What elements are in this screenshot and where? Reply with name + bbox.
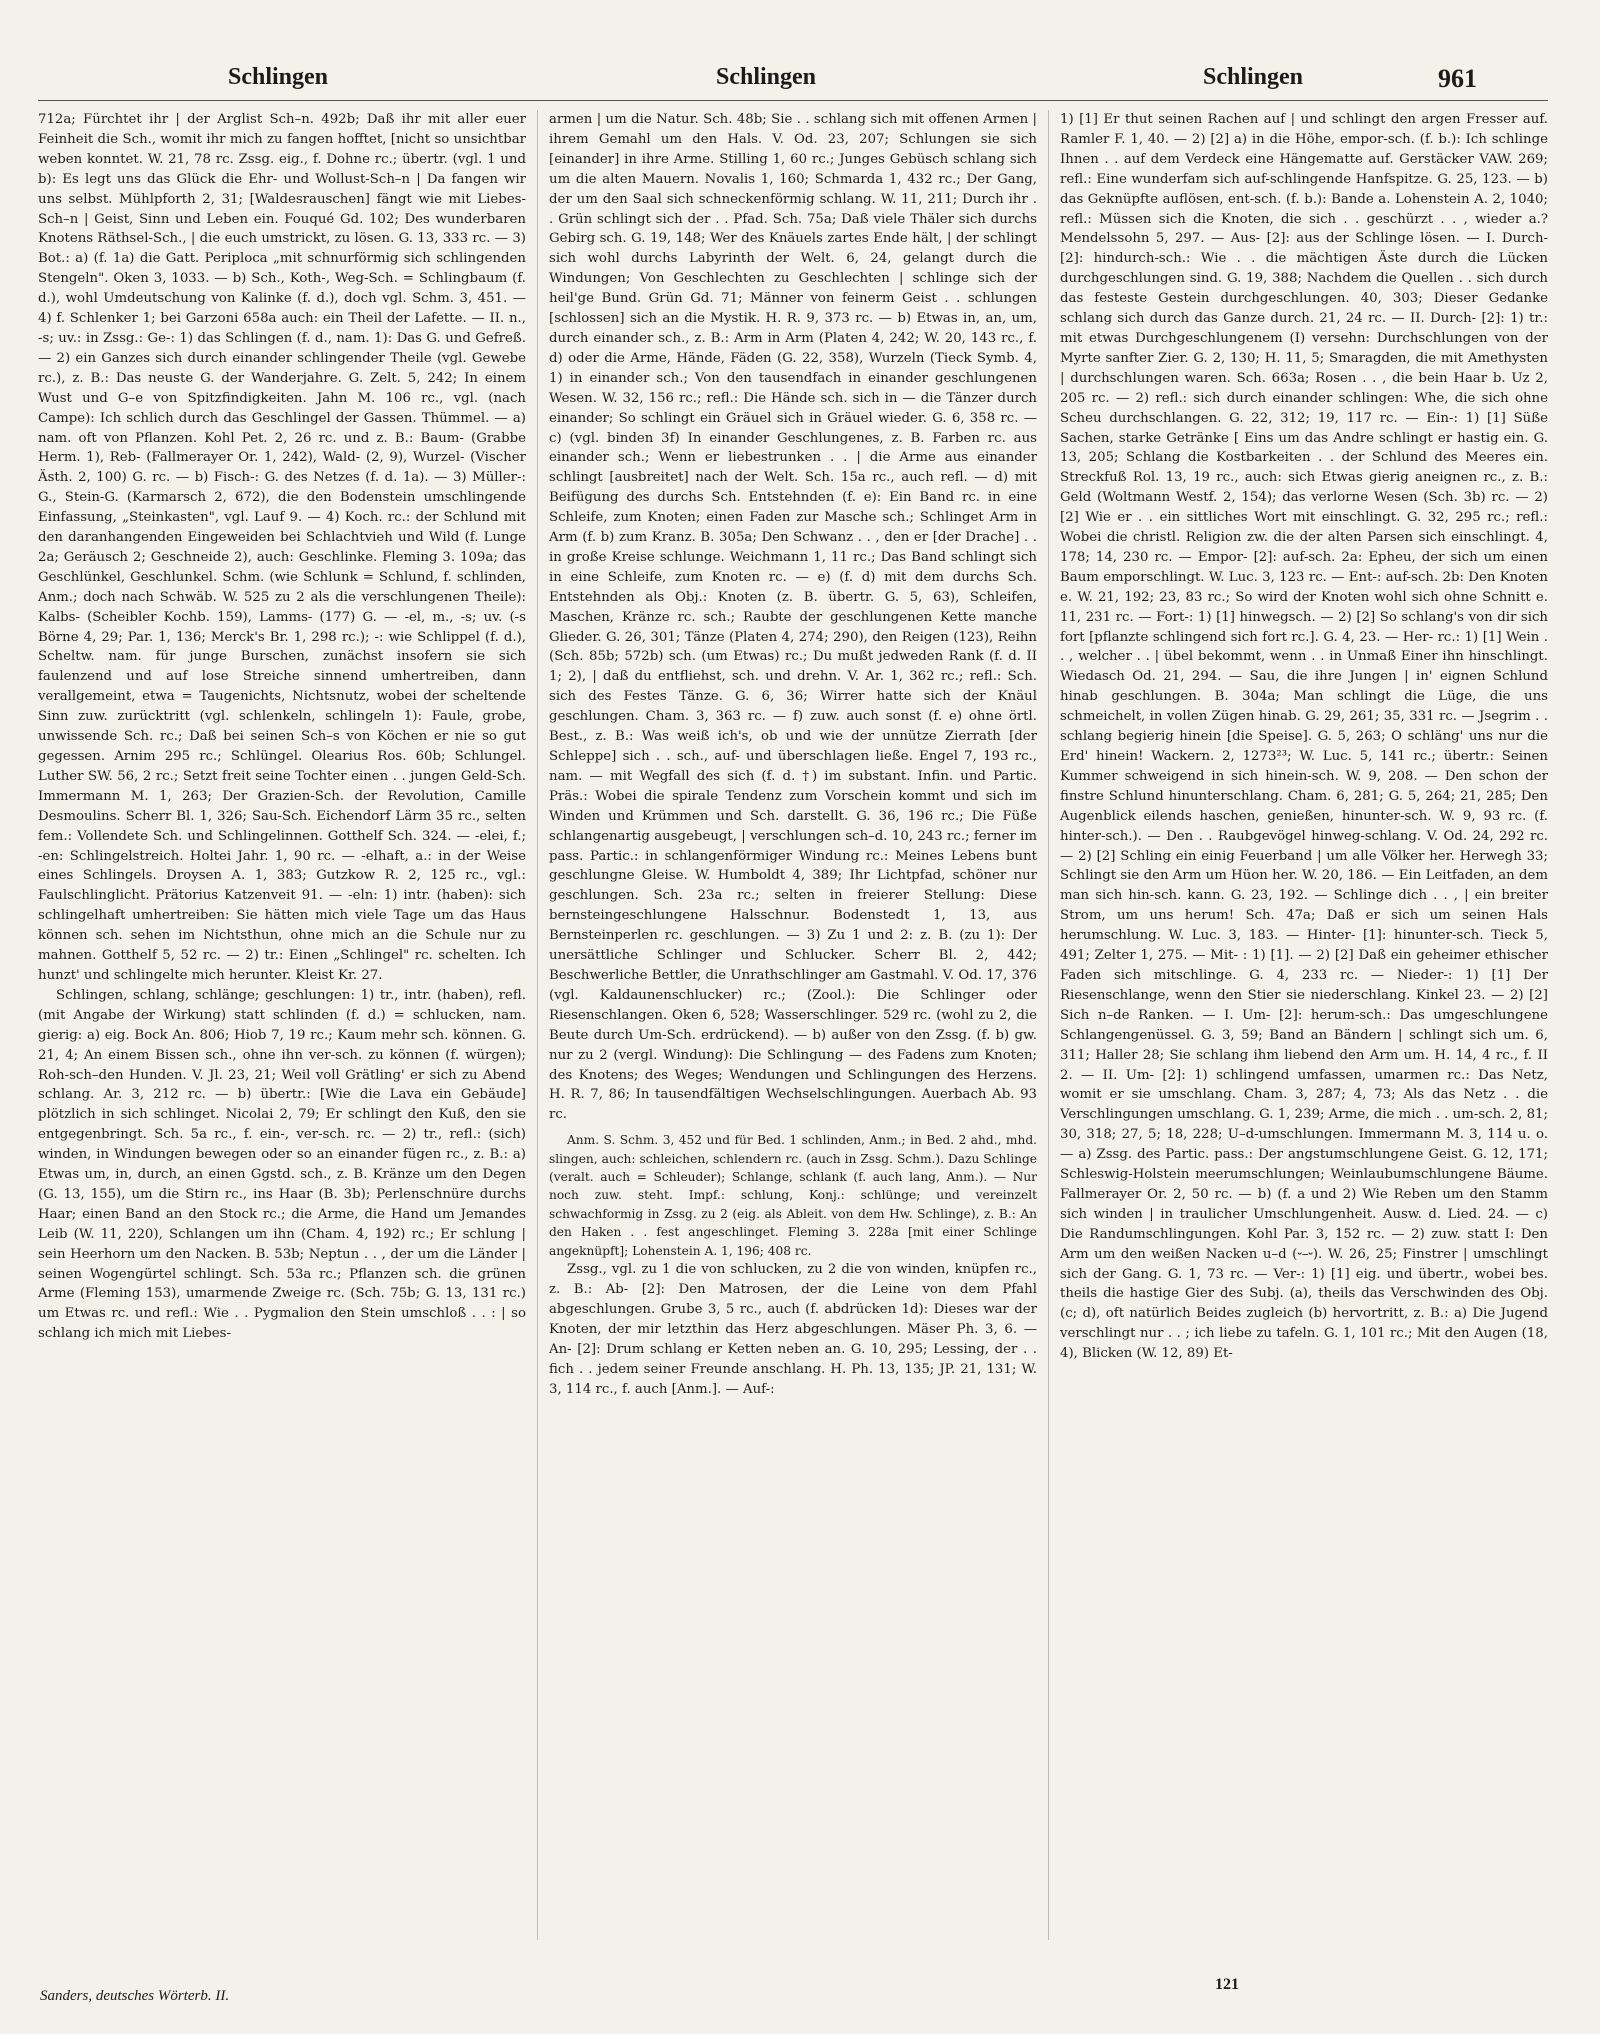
text-columns	[38, 110, 1548, 1950]
page-number: 961	[1438, 64, 1477, 93]
running-head-right: Schlingen	[1203, 64, 1304, 90]
signature-mark: 121	[1215, 1976, 1239, 1993]
entry-text: 1) [1] Er thut seinen Rachen auf | und schlingt den argen Fresser auf. Ramler F. 1, 40. — 2) [2] a) in die Höhe, empor-sch. (f. b.): Ich schlinge Ihnen . . auf dem Verdeck eine Hängematte auf. Gerstäcker VAW. 269; refl.: Eine wunderfam sich auf-schlingende Hanfspitze. G. 25, 123. — b) das Geknüpfte auflösen, ent-sch. (f. b.): Bande a. Lohenstein A. 2, 1040; refl.: Müssen sich die Knoten, die sich . . geschürzt . . , wieder a.? Mendelssohn 5, 297. — Aus- [2]: aus der Schlinge lösen. — I. Durch- [2]: hindurch-sch.: Wie . . die mächtigen Äste durch die Lücken durchgeschlungen sind. G. 19, 388; Nachdem die Quellen . . sich durch das festeste Gestein durchgeschlungen. 40, 303; Dieser Gedanke schlang sich durch das Ganze durch. 21, 24 rc. — II. Durch- [2]: 1) tr.: mit etwas Durchgeschlungenem (I) versehn: Durchschlungen von der Myrte sanfter Zier. G. 2, 130; H. 11, 5; Smaragden, die mit Amethysten | durchschlungen waren. Sch. 663a; Rosen . . , die bein Haar b. Uz 2, 205 rc. — 2) refl.: sich durch einander schlingen: Whe, die sich ohne Scheu durchschlangen. G. 22, 312; 19, 117 rc. — Ein-: 1) [1] Süße Sachen, starke Getränke [ Eins um das Andre schlingt er hastig ein. G. 13, 205; Schlang die Kostbarkeiten . . der Schlund des Meeres ein. Streckfuß Rol. 13, 19 rc., auch: sich Etwas gierig aneignen rc., z. B.: Geld (Woltmann Westf. 2, 154); das verlorne Wesen (Sch. 3b) rc. — 2) [2] Wie er . . ein sittliches Wort mit einschlingt. G. 32, 295 rc.; refl.: Wobei die christl. Religion zw. die der alten Parsen sich einschlingt. 4, 178; 14, 230 rc. — Empor- [2]: auf-sch. 2a: Epheu, der sich um einen Baum emporschlingt. W. Luc. 3, 123 rc. — Ent-: auf-sch. 2b: Den Knoten e. W. 21, 192; 23, 83 rc.; So wird der Knoten wohl sich ohne Schnitt e. 11, 231 rc. — Fort-: 1) [1] hinwegsch. — 2) [2] So schlang's von dir sich fort [pflanzte schlingend sich fort rc.]. G. 4, 23. — Her- rc.: 1) [1] Wein . . , welcher . . | übel bekommt, wenn . . in Unmaß Einer ihn hinschlingt. Wiedasch Od. 21, 294. — Sau, die ihre Jungen | in' eignen Schlund hinab geschlungen. B. 304a; Man schlingt die Lüge, die uns schmeichelt, in vollen Zügen hinab. G. 29, 261; 35, 331 rc. — Jsegrim . . schlang begierig hinein [die Speise]. G. 5, 263; O schläng' uns nur die Erd' hinein! Wackern. 2, 1273²³; W. Luc. 5, 141 rc.; übertr.: Seinen Kummer schweigend in sich hinein-sch. W. 9, 208. — Den schon der finstre Schlund hinunterschlang. Cham. 6, 281; G. 5, 264; 21, 285; Den Augenblick eilends haschen, genießen, hinunter-sch. W. 9, 93 rc. (f. hinter-sch.). — Den . . Raubgevögel hinweg-schlang. V. Od. 24, 292 rc. — 2) [2] Schling ein einig Feuerband | um alle Völker her. Herwegh 33; Schlingt sie den Arm um Hüon her. W. 20, 186. — Ein Leitfaden, an dem man sich hin-sch. kann. G. 23, 192. — Schlinge dich . . , | ein breiter Strom, um uns herum! Sch. 47a; Daß er sich um seinen Hals herumschlung. W. Luc. 3, 183. — Hinter- [1]: hinunter-sch. Tieck 5, 491; Zelter 1, 275. — Mit- : 1) [1]. — 2) [2] Daß ein geheimer ethischer Faden sich mitschlinge. G. 4, 233 rc. — Nieder-: 1) [1] Der Riesenschlange, wenn den Stier sie niederschlang. Kinkel 23. — 2) [2] Sich n–de Ranken. — I. Um- [2]: herum-sch.: Das umgeschlungene Schlangengenüssel. G. 3, 59; Band an Bändern | schlingt sich um. 6, 311; Haller 28; Sie schlang ihm liebend den Arm um. H. 14, 4 rc., f. II 2. — II. Um- [2]: 1) schlingend umfassen, umarmen rc.: Das Netz, womit er sie umschlang. Cham. 3, 287; 4, 73; Als das Netz . . die Verschlingungen umschlang. G. 1, 239; Arme, die mich . . um-sch. 2, 81; 30, 318; 27, 5; 18, 228; U–d-umschlungen. Immermann M. 3, 114 u. o. — a) Zssg. des Partic. pass.: Der angstumschlungene Geist. G. 12, 171; Schleswig-Holstein meerumschlungen; Weinlaubumschlungene Bäume. Fallmerayer Or. 2, 50 rc. — b) (f. a und 2) Wie Reben um den Stamm sich winden | in traulicher Umschlungenheit. Ausw. d. Lied. 24. — c) Die Randumschlingungen. Kohl Par. 3, 152 rc. — 2) zuw. statt I: Den Arm um den weißen Nacken u–d (⏑–⏑). W. 26, 25; Finstrer | umschlingt sich der Gang. G. 1, 73 rc. — Ver-: 1) [1] eig. und übertr., wobei bes. theils die hastige Gier des Subj. (a), theils das Verschwinden des Obj. (c; d), oft natürlich Beides zugleich (b) hervortritt, z. B.: a) Die Jugend verschlingt nur . . ; ich liebe zu tafeln. G. 1, 101 rc.; Mit den Augen (18, 4), Blicken (W. 12, 89) Et-	[1060, 112, 1548, 1362]
entry-schlingen: Schlingen, schlang, schlänge; geschlungen: 1) tr., intr. (haben), refl. (mit Angabe der Wirkung) statt schlinden (f. d.) = schlucken, nam. gierig: a) eig. Bock An. 806; Hiob 7, 19 rc.; Kaum mehr sch. können. G. 21, 4; An einem Bissen sch., ohne ihn ver-sch. zu können (f. würgen); Roh-sch–den Hunden. V. Jl. 23, 21; Weil voll Grätling' er sich zu Abend schlang. Ar. 3, 212 rc. — b) übertr.: [Wie die Lava ein Gebäude] plötzlich in sich schlinget. Nicolai 2, 79; Er schlingt den Kuß, den sie entgegenbringt. Sch. 5a rc., f. ein-, ver-sch. rc. — 2) tr., refl.: (sich) winden, in Windungen bewegen oder so an einander fügen rc., z. B.: a) Etwas um, in, durch, an einen Ggstd. sch., z. B. Kränze um den Degen (G. 13, 155), um die Stirn rc., ins Haar (B. 3b); Perlenschnüre durchs Haar; einen Band an den Stock rc.; die Arme, die Hand um Jemandes Leib (W. 11, 220), Schlangen um ihn (Cham. 4, 192) rc.; Er schlung | sein Heerhorn um den Nacken. B. 53b; Neptun . . , der um die Länder | seinen Wogengürtel schlingt. Sch. 53a rc.; Pflanzen sch. die grünen Arme (Fleming 153), umarmende Zweige rc. (Sch. 75b; G. 13, 131 rc.) um Etwas rc. und refl.: Wie . . Pygmalion den Stein umschloß . . : | so schlang ich mich mit Liebes-	[38, 987, 526, 1342]
entry-text: 712a; Fürchtet ihr | der Arglist Sch–n. 492b; Daß ihr mit aller euer Feinheit die Sch., womit ihr mich zu fangen hofftet, [nicht so unsichtbar weben konntet. W. 21, 78 rc. Zssg. eig., f. Dohne rc.; übertr. (vgl. 1 und b): Es legt uns das Glück die Ehr- und Wollust-Sch–n | Da fangen wir uns selbst. Mühlpforth 2, 31; [Waldesrauschen] fängt wie mit Liebes-Sch–n | Geist, Sinn und Leben ein. Fouqué Gd. 102; Des wunderbaren Knotens Räthsel-Sch., | die euch umstrickt, zu lösen. G. 13, 333 rc. — 3) Bot.: a) (f. 1a) die Gatt. Periploca „mit schnurförmig sich schlingenden Stengeln". Oken 3, 1033. — b) Sch., Koth-, Weg-Sch. = Schlingbaum (f. d.), wohl Umdeutschung von Kalinke (f. d.), doch vgl. Schm. 3, 451. — 4) f. Schlenker 1; bei Garzoni 658a auch: ein Theil der Lafette. — II. n., -s; uv.: in Zssg.: Ge-: 1) das Schlingen (f. d., nam. 1): Das G. und Gefreß. — 2) ein Ganzes sich durch einander schlingender Theile (vgl. Gewebe rc.), z. B.: Das neuste G. der Wanderjahre. G. Zelt. 5, 242; In einem Wust und G–e von Spitzfindigkeiten. Jahn M. 106 rc., vgl. (nach Campe): Ich schlich durch das Geschlingel der Gassen. Thümmel. — a) nam. oft von Pflanzen. Kohl Pet. 2, 26 rc. und z. B.: Baum- (Grabbe Herm. 1), Reb- (Fallmerayer Or. 1, 242), Wald- (2, 9), Wurzel- (Vischer Ästh. 2, 100) G. rc. — b) Fisch-: G. des Netzes (f. d. 1a). — 3) Müller-: G., Stein-G. (Karmarsch 2, 672), die den Bodenstein umschlingende Einfassung, „Steinkasten", vgl. Lauf 9. — 4) Koch. rc.: der Schlund mit den daranhangenden Eingeweiden bei Schlachtvieh und Wild (f. Lunge 2a; Geräusch 2; Geschneide 2), auch: Geschlinke. Fleming 3. 109a; das Geschlünkel, Geschlunkel. Schm. (wie Schlunk = Schlund, f. schlinden, Anm.; doch nach Schwäb. W. 525 zu 2 als die verschlungenen Theile): Kalbs- (Scheibler Kochb. 159), Lamms- (177) G. — -el, m., -s; uv. (-s Börne 4, 29; Par. 1, 136; Merck's Br. 1, 298 rc.); -: wie Schlippel (f. d.), Scheltw. nam. für junge Burschen, zunächst insofern sie sich faulenzend und auf lose Streiche sinnend umhertreiben, dann verallgemeint, etwa = Taugenichts, Nichtsnutz, wobei der scheltende Sinn zuw. zurücktritt (vgl. schlenkeln, schlingeln 1): Faule, grobe, unwissende Sch. rc.; Daß bei seinen Sch–s von Köchen er nie so gut gegessen. Arnim 295 rc.; Schlüngel. Olearius Ros. 60b; Schlungel. Luther SW. 56, 2 rc.; Setzt freit seine Tochter einen . . jungen Geld-Sch. Immermann M. 1, 263; Der Grazien-Sch. der Revolution, Camille Desmoulins. Scherr Bl. 1, 326; Sau-Sch. Eichendorf Lärm 35 rc., selten fem.: Vollendete Sch. und Schlingelinnen. Gotthelf Sch. 324. — -elei, f.; -en: Schlingelstreich. Holtei Jahr. 1, 90 rc. — -elhaft, a.: in der Weise eines Schlingels. Droysen A. 1, 383; Gutzkow R. 2, 125 rc., vgl.: Faulschlinglicht. Prätorius Katzenveit 91. — -eln: 1) intr. (haben): sich schlingelhaft umhertreiben: Sie hätten mich viele Tage um das Haus können sch. sehen im Nichtsthun, ohne mich an die Schule nur zu mahnen. Gotthelf 5, 52 rc. — 2) tr.: Einen „Schlingel" rc. schelten. Ich hunzt' und schlingelte mich herunter. Kleist Kr. 27.	[38, 112, 526, 983]
entry-text: armen | um die Natur. Sch. 48b; Sie . . schlang sich mit offenen Armen | ihrem Gemahl um den Hals. V. Od. 23, 207; Schlungen sie sich [einander] in ihre Arme. Stilling 1, 60 rc.; Junges Gebüsch schlang sich um die alten Mauern. Novalis 1, 160; Schmarda 1, 432 rc.; Der Gang, der um den Saal sich schneckenförmig schlang. W. 11, 211; Durch ihr . . Grün schlingt sich der . . Pfad. Sch. 75a; Daß viele Thäler sich durchs Gebirg sch. G. 19, 148; Wer des Knäuels zartes Ende hält, | der schlingt sich wohl durchs Labyrinth der Welt. 6, 24, gelangt durch die Windungen; Von Geschlechten zu Geschlechten | schlinge sich der heil'ge Bund. Grün Gd. 71; Männer von feinerm Geist . . schlungen [schlossen] sich an die Mystik. H. R. 9, 373 rc. — b) Etwas in, an, um, durch einander sch., z. B.: Arm in Arm (Platen 4, 242; W. 20, 143 rc., f. d) oder die Arme, Hände, Fäden (G. 22, 358), Wurzeln (Tieck Symb. 4, 1) in einander sch.; Von den tausendfach in einander geschlungenen Wesen. W. 32, 156 rc.; refl.: Die Hände sch. sich in — die Tänzer durch einander; So schlingt ein Gräuel sich in Gräuel wieder. G. 6, 358 rc. — c) (vgl. binden 3f) In einander Geschlungenes, z. B. Farben rc. aus einander sch.; Wenn er liebestrunken . . | die Arme aus einander schlingt [ausbreitet] nach der Welt. Sch. 15a rc., auch refl. — d) mit Beifügung des durchs Sch. Entstehnden (f. e): Ein Band rc. in eine Schleife, zum Knoten; einen Faden zur Masche sch.; Schlinget Arm in Arm (f. b) zum Kranz. B. 305a; Den Schwanz . . , den er [der Drache] . . in große Kreise schlunge. Weichmann 1, 11 rc.; Das Band schlingt sich in eine Schleife, zum Knoten rc. — e) (f. d) mit dem durchs Sch. Entstehnden als Obj.: Knoten (z. B. übertr. G. 5, 63), Schleifen, Maschen, Kränze rc. sch.; Raubte der geschlungenen Kette manche Glieder. G. 26, 301; Tänze (Platen 4, 274; 290), den Reigen (123), Reihn (Sch. 85b; 572b) sch. (um Etwas) rc.; Du mußt jedweden Rank (f. d. II 1; 2), | daß du entfliehst, sch. und drehn. V. Ar. 1, 362 rc.; refl.: Sch. sich des Festes Tänze. G. 6, 36; Wirrer hatte sich der Knäul geschlungen. Cham. 3, 363 rc. — f) zuw. auch sonst (f. e) ohne örtl. Best., z. B.: Was weiß ich's, ob und wie der unnütze Zierrath [der Schleppe] sich . . sch., auf- und überschlagen ließe. Engel 7, 193 rc., nam. — mit Wegfall des sich (f. d. †) im substant. Infin. und Partic. Präs.: Wobei die spirale Tendenz zum Vorschein kommt und sich im Winden und Krümmen und Sch. darstellt. G. 36, 196 rc.; Die Füße schlangenartig ausgebeugt, | verschlungen sch–d. 10, 243 rc.; ferner im pass. Partic.: in schlangenförmiger Windung rc.: Meines Lebens bunt geschlungne Gleise. W. Humboldt 4, 389; Ihr Lichtpfad, schöner nur geschlungen. Sch. 23a rc.; selten in freierer Stellung: Diese bernsteingeschlungene Halsschnur. Bodenstedt 1, 13, aus Bernsteinperlen rc. geschlungen. — 3) Zu 1 und 2: z. B. (zu 1): Der unersättliche Schlinger und Schlucker. Scherr Bl. 2, 442; Beschwerliche Bettler, die Unrathschlinger am Gastmahl. V. Od. 17, 376 (vgl. Kaldaunenschlucker) rc.; (Zool.): Die Schlinger oder Riesenschlangen. Oken 6, 528; Wasserschlinger. 529 rc. (wohl zu 2, die Beute durch Um-Sch. erdrückend). — b) außer von den Zssg. (f. b) gw. nur zu 2 (vergl. Windung): Die Schlingung — des Fadens zum Knoten; des Knotens; des Weges; Wendungen und Schlingungen des Herzens. H. R. 7, 86; In tausendfältigen Wechselschlingungen. Auerbach Ab. 93 rc.	[549, 112, 1037, 1123]
running-head-center: Schlingen	[716, 64, 817, 90]
column-middle	[549, 110, 1037, 1950]
etymology-note: Anm. S. Schm. 3, 452 und für Bed. 1 schlinden, Anm.; in Bed. 2 ahd., mhd. slingen, auch: schleichen, schlendern rc. (auch in Zssg. Schm.). Dazu Schlinge (veralt. auch = Schleuder); Schlange, schlank (f. auch lang, Anm.). — Nur noch zuw. steht. Impf.: schlung, Konj.: schlünge; und vereinzelt schwachformig in Zssg. zu 2 (eig. als Ableit. von dem Hw. Schlinge), z. B.: An den Haken . . fest angeschlinget. Fleming 3. 228a [mit einer Schlinge angeknüpft]; Lohenstein A. 1, 196; 408 rc.	[549, 1133, 1037, 1258]
running-head	[0, 64, 1600, 94]
page-footer	[0, 1976, 1600, 2014]
column-right	[1060, 110, 1548, 1950]
column-left	[38, 110, 526, 1950]
header-rule	[38, 100, 1548, 101]
footer-imprint: Sanders, deutsches Wörterb. II.	[40, 1988, 230, 2004]
compounds-text: Zssg., vgl. zu 1 die von schlucken, zu 2 die von winden, knüpfen rc., z. B.: Ab- [2]: Den Matrosen, der die Leine von dem Pfahl abgeschlungen. Grube 3, 5 rc., auch (f. abdrücken 1d): Dieses war der Knoten, der mir letzthin das Herz abgeschlungen. Mäser Ph. 3, 6. — An- [2]: Drum schlang er Ketten neben an. G. 10, 295; Lessing, der . . fich . . jedem seiner Freunde anschlang. H. Ph. 13, 135; JP. 21, 131; W. 3, 114 rc., f. auch [Anm.]. — Auf-:	[549, 1262, 1037, 1397]
running-head-left: Schlingen	[228, 64, 329, 90]
